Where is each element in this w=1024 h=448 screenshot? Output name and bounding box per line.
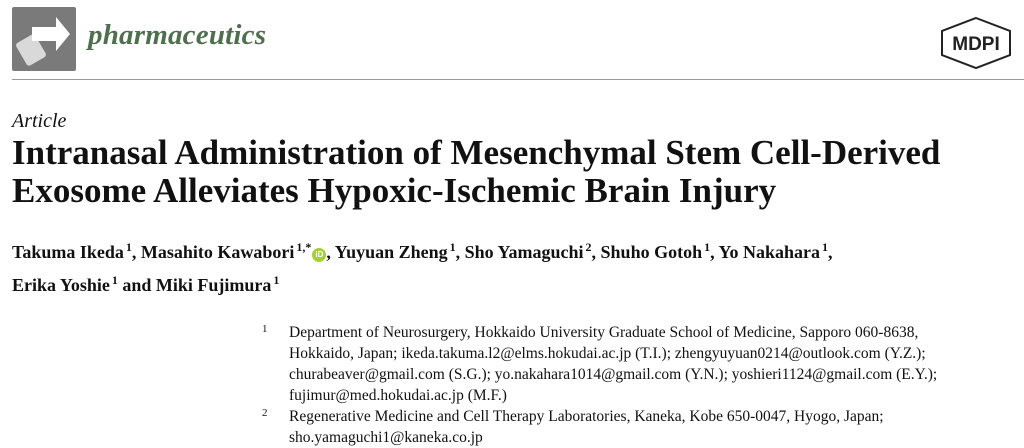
article-type: Article [12, 110, 67, 132]
author-name[interactable]: Miki Fujimura [155, 275, 272, 295]
orcid-icon[interactable]: iD [312, 248, 326, 262]
author-affil-ref: 1 [449, 240, 456, 254]
affiliation-item [262, 406, 1012, 448]
author-separator: , [131, 242, 141, 262]
author-affil-ref: 1 [125, 240, 132, 254]
header-divider [12, 79, 1024, 80]
author-separator: , [326, 242, 335, 262]
affiliation-line: fujimur@med.hokudai.ac.jp (M.F.) [289, 387, 507, 404]
author-name[interactable]: Sho Yamaguchi [464, 242, 584, 262]
author-separator: , [455, 242, 465, 262]
article-title-line: Exosome Alleviates Hypoxic-Ischemic Brain Injury [12, 171, 777, 210]
author-name[interactable]: Yuyuan Zheng [334, 242, 448, 262]
affiliation-line: churabeaver@gmail.com (S.G.); yo.nakahara1014@gmail.com (Y.N.); yoshieri1124@gmail.com (E.Y.); [289, 366, 938, 383]
mdpi-logo-icon [938, 16, 1014, 70]
affiliation-line: Hokkaido, Japan; ikeda.takuma.l2@elms.hokudai.ac.jp (T.I.); zhengyuyuan0214@outlook.com (Y.Z.); [289, 345, 926, 362]
affiliation-list [262, 322, 1012, 448]
article-title-line: Intranasal Administration of Mesenchymal Stem Cell-Derived [12, 133, 941, 172]
author-affil-ref: 1 [111, 273, 118, 287]
journal-logo-icon [12, 7, 76, 71]
author-name[interactable]: Shuho Gotoh [600, 242, 703, 262]
svg-text:MDPI: MDPI [952, 34, 1000, 55]
affiliation-line: Department of Neurosurgery, Hokkaido University Graduate School of Medicine, Sapporo 060-8638, [289, 324, 919, 341]
affiliation-number: 2 [262, 407, 268, 419]
author-separator: , [710, 242, 719, 262]
author-affil-ref: 1 [704, 240, 711, 254]
author-name[interactable]: Takuma Ikeda [12, 242, 124, 262]
author-affil-ref: 1,* [296, 240, 312, 254]
author-name[interactable]: Yo Nakahara [718, 242, 820, 262]
article-title [12, 134, 1012, 210]
affiliation-number: 1 [262, 323, 268, 335]
author-name[interactable]: Masahito Kawabori [140, 242, 295, 262]
author-separator: and [117, 275, 156, 295]
author-name[interactable]: Erika Yoshie [12, 275, 110, 295]
affiliation-line: Regenerative Medicine and Cell Therapy Laboratories, Kaneka, Kobe 650-0047, Hyogo, Japan; [289, 408, 884, 425]
author-list [12, 233, 1012, 299]
author-affil-ref: 1 [821, 240, 828, 254]
author-affil-ref: 1 [273, 273, 280, 287]
author-separator: , [591, 242, 601, 262]
author-affil-ref: 2 [585, 240, 592, 254]
journal-name: pharmaceutics [88, 19, 267, 51]
affiliation-line: sho.yamaguchi1@kaneka.co.jp [289, 429, 483, 446]
page-header [0, 0, 1024, 80]
affiliation-item [262, 322, 1012, 406]
author-separator: , [827, 242, 833, 262]
